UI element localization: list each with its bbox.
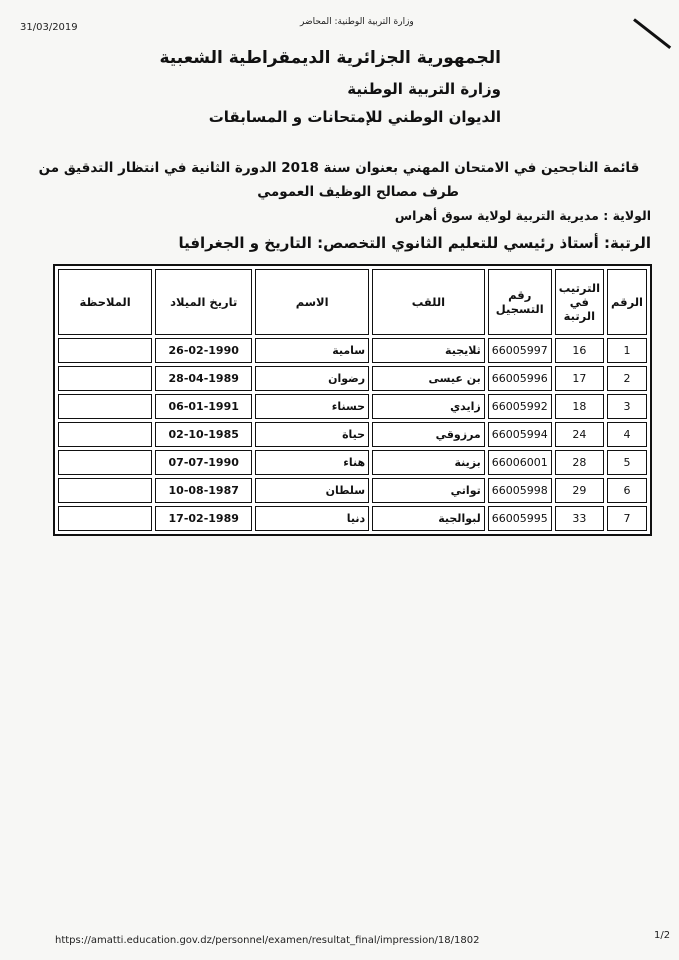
print-date: 31/03/2019 xyxy=(20,22,78,33)
cell-num: 5 xyxy=(607,450,647,475)
cell-num: 3 xyxy=(607,394,647,419)
pen-mark-decoration xyxy=(633,18,671,49)
cell-rank: 18 xyxy=(555,394,604,419)
grade-line: الرتبة: أستاذ رئيسي للتعليم الثانوي التخصص: التاريخ و الجغرافيا xyxy=(178,234,651,252)
cell-registration: 66005997 xyxy=(488,338,552,363)
cell-name: سلطان xyxy=(255,478,369,503)
cell-note xyxy=(58,450,152,475)
cell-name: رضوان xyxy=(255,366,369,391)
cell-birthdate: 02-10-1985 xyxy=(155,422,252,447)
cell-registration: 66005998 xyxy=(488,478,552,503)
cell-surname: ثلايجية xyxy=(372,338,485,363)
cell-birthdate: 06-01-1991 xyxy=(155,394,252,419)
list-title-line2: طرف مصالح الوظيف العمومي xyxy=(257,184,459,200)
province-line: الولاية : مديرية التربية لولاية سوق أهراس xyxy=(394,208,651,223)
table-row xyxy=(58,506,647,531)
header-birthdate: تاريخ الميلاد xyxy=(155,269,252,335)
republic-heading: الجمهورية الجزائرية الديمقراطية الشعبية xyxy=(159,48,501,68)
results-table xyxy=(53,264,652,536)
cell-rank: 28 xyxy=(555,450,604,475)
office-heading: الديوان الوطني للإمتحانات و المسابقات xyxy=(208,108,501,126)
cell-num: 2 xyxy=(607,366,647,391)
cell-birthdate: 07-07-1990 xyxy=(155,450,252,475)
cell-name: سامية xyxy=(255,338,369,363)
header-surname: اللقب xyxy=(372,269,485,335)
table-row xyxy=(58,394,647,419)
table-row xyxy=(58,366,647,391)
ministry-heading: وزارة التربية الوطنية xyxy=(347,80,501,98)
header-registration: رقم التسجيل xyxy=(488,269,552,335)
header-note: الملاحظة xyxy=(58,269,152,335)
cell-birthdate: 26-02-1990 xyxy=(155,338,252,363)
cell-rank: 29 xyxy=(555,478,604,503)
cell-surname: بزينة xyxy=(372,450,485,475)
cell-registration: 66005992 xyxy=(488,394,552,419)
cell-note xyxy=(58,506,152,531)
header-num: الرقم xyxy=(607,269,647,335)
header-rank: الترتيب في الرتبة xyxy=(555,269,604,335)
cell-note xyxy=(58,366,152,391)
cell-surname: مرزوقي xyxy=(372,422,485,447)
cell-num: 4 xyxy=(607,422,647,447)
table-row xyxy=(58,338,647,363)
cell-note xyxy=(58,338,152,363)
cell-note xyxy=(58,394,152,419)
cell-birthdate: 28-04-1989 xyxy=(155,366,252,391)
cell-rank: 17 xyxy=(555,366,604,391)
footer-url: https://amatti.education.gov.dz/personnel/examen/resultat_final/impression/18/1802 xyxy=(55,935,480,946)
list-title-line1: قائمة الناجحين في الامتحان المهني بعنوان سنة 2018 الدورة الثانية في انتظار التدقيق من xyxy=(38,160,640,176)
print-source: وزارة التربية الوطنية: المحاضر xyxy=(300,17,414,27)
cell-surname: لبوالجية xyxy=(372,506,485,531)
page-number: 1/2 xyxy=(654,930,671,941)
cell-registration: 66006001 xyxy=(488,450,552,475)
cell-name: حسناء xyxy=(255,394,369,419)
cell-name: حياة xyxy=(255,422,369,447)
cell-rank: 16 xyxy=(555,338,604,363)
cell-note xyxy=(58,422,152,447)
cell-birthdate: 17-02-1989 xyxy=(155,506,252,531)
table-row xyxy=(58,450,647,475)
cell-birthdate: 10-08-1987 xyxy=(155,478,252,503)
header-name: الاسم xyxy=(255,269,369,335)
table-row xyxy=(58,478,647,503)
cell-registration: 66005996 xyxy=(488,366,552,391)
cell-name: هناء xyxy=(255,450,369,475)
cell-rank: 24 xyxy=(555,422,604,447)
cell-num: 7 xyxy=(607,506,647,531)
table-row xyxy=(58,422,647,447)
cell-registration: 66005994 xyxy=(488,422,552,447)
cell-surname: بن عيسى xyxy=(372,366,485,391)
cell-surname: تواتي xyxy=(372,478,485,503)
cell-rank: 33 xyxy=(555,506,604,531)
table-header-row xyxy=(58,269,647,335)
cell-num: 1 xyxy=(607,338,647,363)
cell-num: 6 xyxy=(607,478,647,503)
cell-registration: 66005995 xyxy=(488,506,552,531)
cell-surname: زايدي xyxy=(372,394,485,419)
cell-name: دنيا xyxy=(255,506,369,531)
cell-note xyxy=(58,478,152,503)
